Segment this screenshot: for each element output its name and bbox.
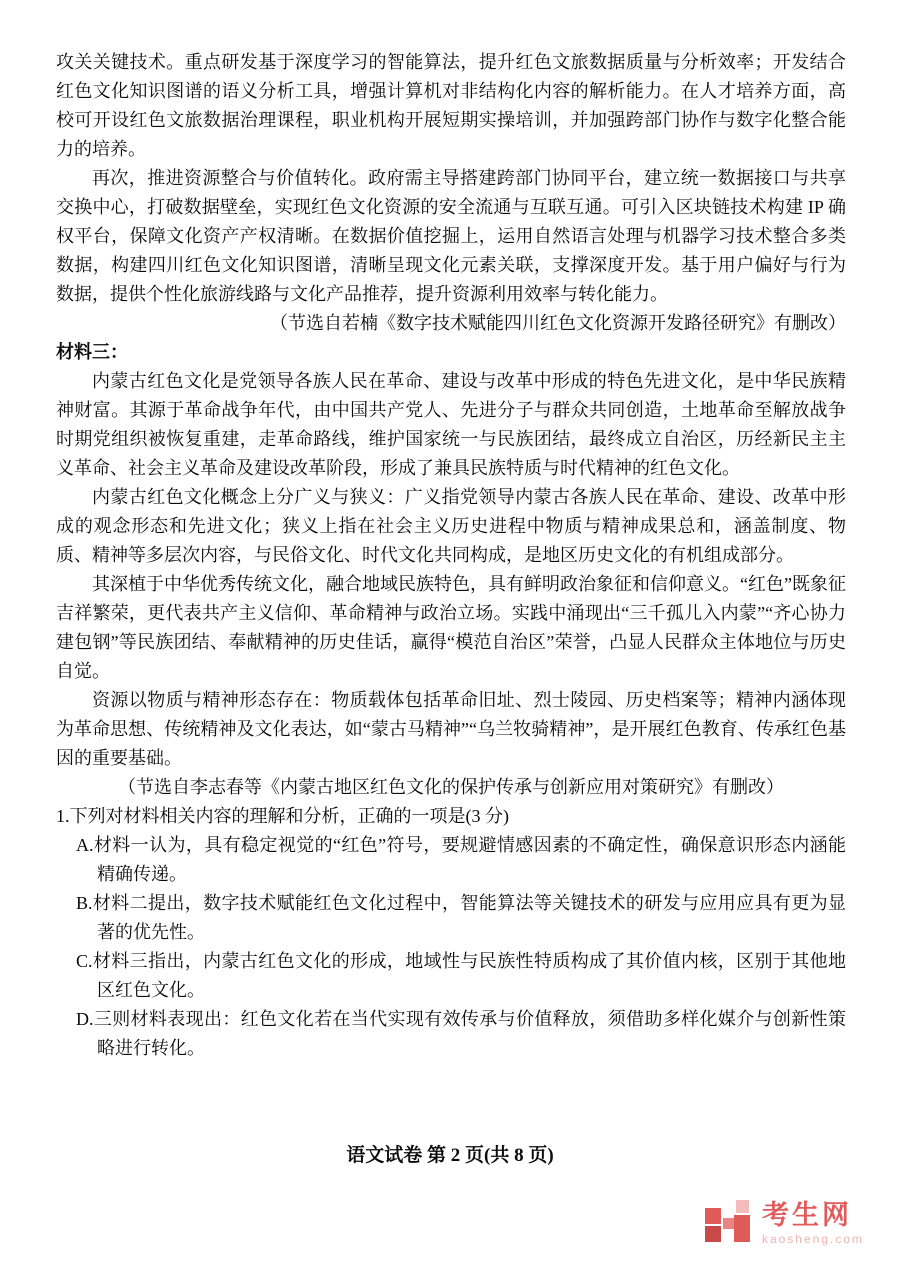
paragraph-material3-2: 内蒙古红色文化概念上分广义与狭义：广义指党领导内蒙古各族人民在革命、建设、改革中形成的观念形态和先进文化；狭义上指在社会主义历史进程中物质与精神成果总和，涵盖制度、物质、精神等多层次内容，与民俗文化、时代文化共同构成，是地区历史文化的有机组成部分。 [56,487,846,565]
paragraph-continuation: 攻关关键技术。重点研发基于深度学习的智能算法，提升红色文旅数据质量与分析效率；开发结合红色文化知识图谱的语义分析工具，增强计算机对非结构化内容的解析能力。在人才培养方面，高校可开设红色文旅数据治理课程，职业机构开展短期实操培训，并加强跨部门协作与数字化整合能力的培养。 [56,52,846,159]
material3-heading: 材料三： [56,342,128,362]
material2-attribution: （节选自若楠《数字技术赋能四川红色文化资源开发路径研究》有删改） [270,313,846,333]
kaosheng-logo [703,1198,864,1248]
logo-domain: kaosheng.com [761,1232,864,1246]
kaosheng-logo-icon [703,1198,753,1248]
question-option-a: A.材料一认为，具有稳定视觉的“红色”符号，要规避情感因素的不确定性，确保意识形态内涵能精确传递。 [76,835,846,884]
question-option-b: B.材料二提出，数字技术赋能红色文化过程中，智能算法等关键技术的研发与应用应具有更为显著的优先性。 [76,893,846,942]
material3-attribution: （节选自李志春等《内蒙古地区红色文化的保护传承与创新应用对策研究》有删改） [118,777,784,797]
page-footer: 语文试卷 第 2 页(共 8 页) [346,1145,554,1166]
logo-text-block [762,1200,864,1246]
paragraph-material3-4: 资源以物质与精神形态存在：物质载体包括革命旧址、烈士陵园、历史档案等；精神内涵体现为革命思想、传统精神及文化表达，如“蒙古马精神”“乌兰牧骑精神”，是开展红色教育、传承红色基因的重要基础。 [56,690,846,768]
question-stem: 1.下列对材料相关内容的理解和分析，正确的一项是(3 分) [56,806,509,826]
exam-content [56,48,846,1063]
paragraph-material2: 再次，推进资源整合与价值转化。政府需主导搭建跨部门协同平台，建立统一数据接口与共享交换中心，打破数据壁垒，实现红色文化资源的安全流通与互联互通。可引入区块链技术构建 IP 确权平台，保障文化资产产权清晰。在数据价值挖掘上，运用自然语言处理与机器学习技术整合多类数据，构建四川红色文化知识图谱，清晰呈现文化元素关联，支撑深度开发。基于用户偏好与行为数据，提供个性化旅游线路与文化产品推荐，提升资源利用效率与转化能力。 [56,168,846,304]
paragraph-material3-3: 其深植于中华优秀传统文化，融合地域民族特色，具有鲜明政治象征和信仰意义。“红色”既象征吉祥繁荣，更代表共产主义信仰、革命精神与政治立场。实践中涌现出“三千孤儿入内蒙”“齐心协力建包钢”等民族团结、奉献精神的历史佳话，赢得“模范自治区”荣誉，凸显人民群众主体地位与历史自觉。 [56,574,846,681]
question-option-d: D.三则材料表现出：红色文化若在当代实现有效传承与价值释放，须借助多样化媒介与创新性策略进行转化。 [76,1009,846,1058]
logo-name: 考生网 [761,1200,852,1230]
question-option-c: C.材料三指出，内蒙古红色文化的形成，地域性与民族性特质构成了其价值内核，区别于其他地区红色文化。 [76,951,846,1000]
paragraph-material3-1: 内蒙古红色文化是党领导各族人民在革命、建设与改革中形成的特色先进文化，是中华民族精神财富。其源于革命战争年代，由中国共产党人、先进分子与群众共同创造，土地革命至解放战争时期党组织被恢复重建，走革命路线，维护国家统一与民族团结，最终成立自治区，历经新民主主义革命、社会主义革命及建设改革阶段，形成了兼具民族特质与时代精神的红色文化。 [56,371,846,478]
